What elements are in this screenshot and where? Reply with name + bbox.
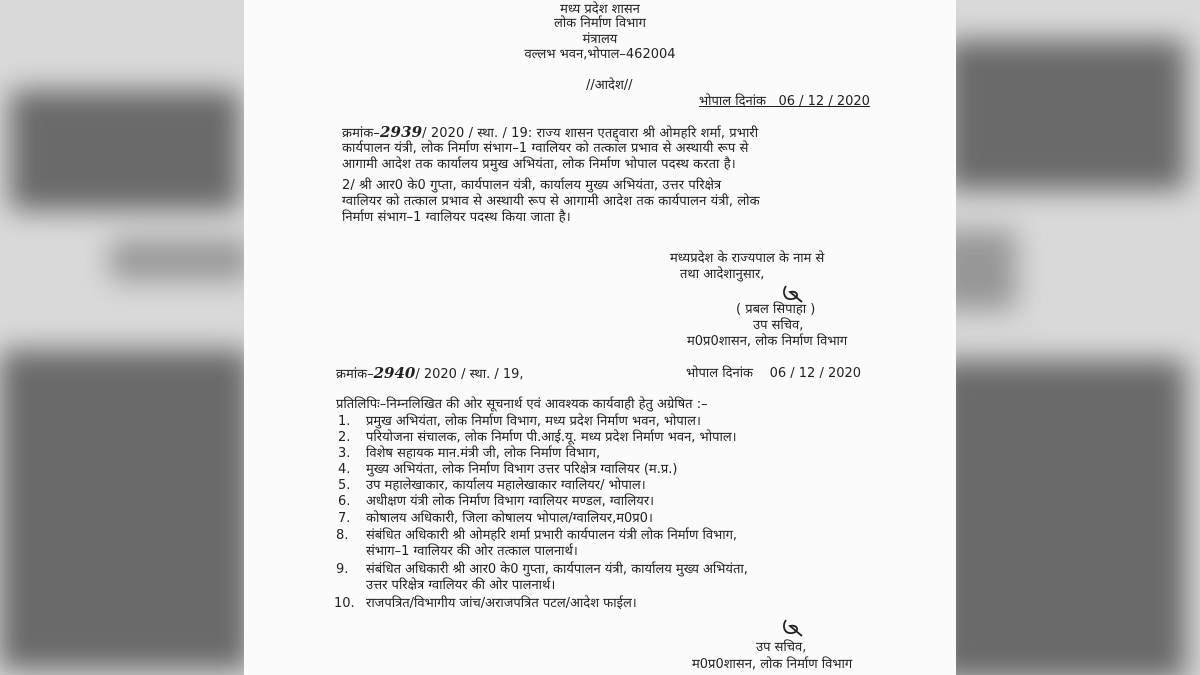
header-address: वल्लभ भवन,भोपाल–462004	[524, 47, 676, 62]
list-item: अधीक्षण यंत्री लोक निर्माण विभाग ग्वालियर मण्डल, ग्वालियर।	[366, 494, 655, 509]
copy-date: 06 / 12 / 2020	[769, 366, 862, 381]
copy-date-label: भोपाल दिनांक	[686, 366, 754, 381]
list-item-number: 3.	[338, 446, 351, 461]
order-date-label: भोपाल दिनांक	[699, 94, 767, 109]
signature-mark	[780, 282, 806, 304]
copy-signatory-designation: उप सचिव,	[756, 640, 807, 655]
copy-ref-suffix: / 2020 / स्था. / 19,	[415, 367, 524, 382]
order-ref-handwritten: 2939	[380, 123, 423, 141]
order-title: //आदेश//	[586, 78, 633, 93]
list-item: परियोजना संचालक, लोक निर्माण पी.आई.यू. मध्य प्रदेश निर्माण भवन, भोपाल।	[366, 430, 737, 445]
signatory-designation: उप सचिव,	[753, 318, 804, 333]
list-item-continuation: संभाग–1 ग्वालियर की ओर तत्काल पालनार्थ।	[366, 544, 578, 559]
list-item: प्रमुख अभियंता, लोक निर्माण विभाग, मध्य प्रदेश निर्माण भवन, भोपाल।	[366, 414, 701, 429]
order-para2-line1: 2/ श्री आर0 के0 गुप्ता, कार्यपालन यंत्री, कार्यालय मुख्य अभियंता, उत्तर परिक्षेत्र	[342, 178, 722, 193]
list-item: विशेष सहायक मान.मंत्री जी, लोक निर्माण विभाग,	[366, 446, 601, 461]
list-item-number: 6.	[338, 494, 351, 509]
list-item-number: 2.	[338, 430, 351, 445]
copy-reference-line	[336, 366, 524, 382]
list-item-number: 1.	[338, 414, 351, 429]
order-para1-line1: राज्य शासन एतद्द्वारा श्री ओमहरि शर्मा, प्रभारी	[536, 126, 759, 141]
blurred-background-right	[956, 0, 1200, 675]
order-reference-line	[342, 125, 758, 141]
copy-ref-prefix: क्रमांक–	[336, 367, 374, 382]
list-item: कोषालय अधिकारी, जिला कोषालय भोपाल/ग्वालियर,म0प्र0।	[366, 511, 653, 526]
list-item: मुख्य अभियंता, लोक निर्माण विभाग उत्तर परिक्षेत्र ग्वालियर (म.प्र.)	[366, 462, 678, 477]
order-date: 06 / 12 / 2020	[778, 94, 870, 109]
copy-signatory-department: म0प्र0शासन, लोक निर्माण विभाग	[692, 657, 853, 672]
list-item-number: 8.	[336, 528, 349, 543]
list-item-number: 4.	[338, 462, 351, 477]
list-item: संबंधित अधिकारी श्री आर0 के0 गुप्ता, कार्यपालन यंत्री, कार्यालय मुख्य अभियंता,	[366, 562, 748, 577]
header-department: लोक निर्माण विभाग	[554, 16, 646, 31]
blurred-background-left	[0, 0, 244, 675]
list-item: उप महालेखाकार, कार्यालय महालेखाकार ग्वालियर/ भोपाल।	[366, 478, 646, 493]
list-item-continuation: उत्तर परिक्षेत्र ग्वालियर की ओर पालनार्थ।	[366, 578, 556, 593]
header-state: मध्य प्रदेश शासन	[560, 2, 640, 17]
signature-authority-line2: तथा आदेशानुसार,	[680, 267, 765, 282]
order-para2-line2: ग्वालियर को तत्काल प्रभाव से अस्थायी रूप से आगामी आदेश तक कार्यपालन यंत्री, लोक	[342, 194, 760, 209]
signatory-name: ( प्रबल सिपाहा )	[736, 302, 816, 317]
list-item: संबंधित अधिकारी श्री ओमहरि शर्मा प्रभारी कार्यपालन यंत्री लोक निर्माण विभाग,	[366, 528, 738, 543]
order-para1-line3: आगामी आदेश तक कार्यालय प्रमुख अभियंता, लोक निर्माण भोपाल पदस्थ करता है।	[342, 157, 736, 172]
order-ref-suffix: / 2020 / स्था. / 19:	[422, 126, 533, 141]
list-item-number: 5.	[338, 478, 351, 493]
order-date-line	[699, 94, 870, 109]
order-ref-prefix: क्रमांक–	[342, 126, 381, 141]
copy-date-line	[686, 366, 861, 381]
copy-ref-handwritten: 2940	[373, 364, 416, 382]
order-para1-line2: कार्यपालन यंत्री, लोक निर्माण संभाग–1 ग्वालियर को तत्काल प्रभाव से अस्थायी रूप से	[342, 141, 749, 156]
order-para2-line3: निर्माण संभाग–1 ग्वालियर पदस्थ किया जाता है।	[342, 210, 571, 225]
copy-intro: प्रतिलिपिः–निम्नलिखित की ओर सूचनार्थ एवं आवश्यक कार्यवाही हेतु अग्रेषित :–	[336, 397, 708, 412]
list-item-number: 10.	[334, 596, 355, 611]
list-item-number: 7.	[338, 511, 351, 526]
signature-mark	[780, 616, 806, 638]
signatory-department: म0प्र0शासन, लोक निर्माण विभाग	[687, 334, 848, 349]
header-ministry: मंत्रालय	[582, 32, 618, 47]
list-item: राजपत्रित/विभागीय जांच/अराजपत्रित पटल/आदेश फाईल।	[366, 596, 637, 611]
order-document	[244, 0, 956, 675]
list-item-number: 9.	[336, 562, 349, 577]
signature-authority-line1: मध्यप्रदेश के राज्यपाल के नाम से	[670, 251, 825, 266]
